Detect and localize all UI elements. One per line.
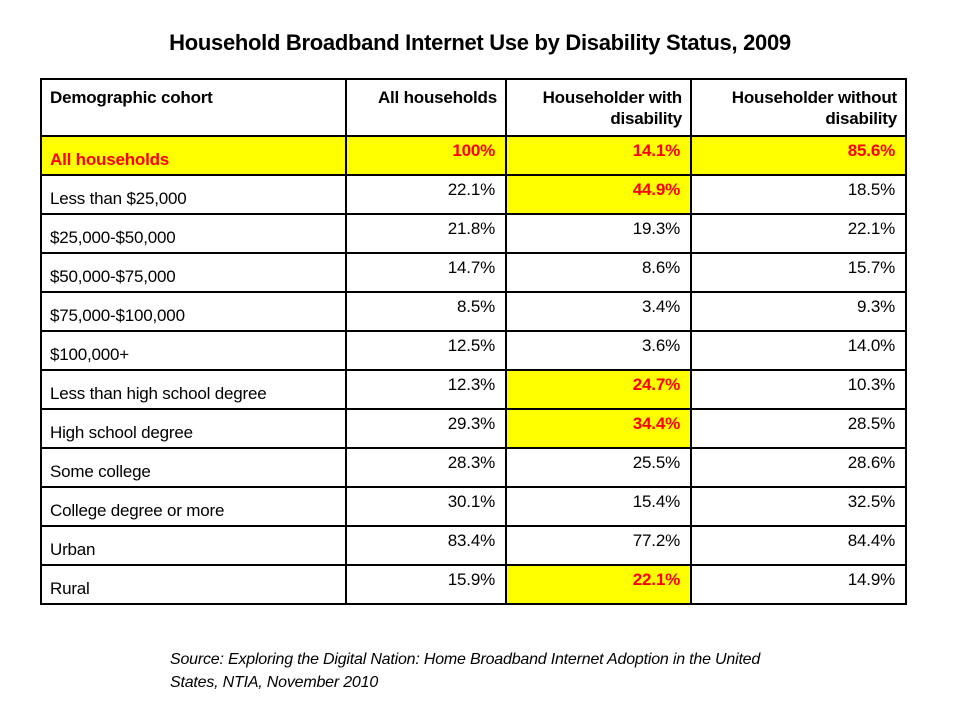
table-row — [41, 448, 906, 487]
value-cell: 34.4% — [506, 409, 691, 448]
table-row — [41, 214, 906, 253]
source-note: Source: Exploring the Digital Nation: Home Broadband Internet Adoption in the United States, NTIA, November 2010 — [170, 651, 761, 692]
value-cell: 10.3% — [691, 370, 906, 409]
value-cell: 29.3% — [346, 409, 506, 448]
table-row — [41, 409, 906, 448]
value-cell: 14.9% — [691, 565, 906, 604]
value-cell: 28.3% — [346, 448, 506, 487]
column-header-without-disability: Householder without disability — [691, 79, 906, 136]
row-label: Less than $25,000 — [41, 175, 346, 214]
value-cell: 22.1% — [346, 175, 506, 214]
table-row — [41, 331, 906, 370]
value-cell: 14.7% — [346, 253, 506, 292]
value-cell: 25.5% — [506, 448, 691, 487]
value-cell: 15.9% — [346, 565, 506, 604]
value-cell: 9.3% — [691, 292, 906, 331]
value-cell: 18.5% — [691, 175, 906, 214]
row-label: $75,000-$100,000 — [41, 292, 346, 331]
table-row — [41, 487, 906, 526]
value-cell: 22.1% — [506, 565, 691, 604]
table-body — [41, 136, 906, 604]
value-cell: 22.1% — [691, 214, 906, 253]
row-label: College degree or more — [41, 487, 346, 526]
page-title: Household Broadband Internet Use by Disability Status, 2009 — [169, 30, 791, 55]
value-cell: 8.6% — [506, 253, 691, 292]
value-cell: 19.3% — [506, 214, 691, 253]
row-label: Less than high school degree — [41, 370, 346, 409]
broadband-table — [40, 78, 907, 605]
row-label: $100,000+ — [41, 331, 346, 370]
table-row — [41, 253, 906, 292]
value-cell: 28.6% — [691, 448, 906, 487]
value-cell: 3.6% — [506, 331, 691, 370]
row-label: $50,000-$75,000 — [41, 253, 346, 292]
value-cell: 100% — [346, 136, 506, 175]
value-cell: 32.5% — [691, 487, 906, 526]
value-cell: 28.5% — [691, 409, 906, 448]
value-cell: 14.0% — [691, 331, 906, 370]
column-header-with-disability: Householder with disability — [506, 79, 691, 136]
header-row — [41, 79, 906, 136]
value-cell: 12.5% — [346, 331, 506, 370]
table-row — [41, 292, 906, 331]
value-cell: 77.2% — [506, 526, 691, 565]
value-cell: 14.1% — [506, 136, 691, 175]
value-cell: 15.7% — [691, 253, 906, 292]
table-row — [41, 526, 906, 565]
table-row — [41, 565, 906, 604]
value-cell: 24.7% — [506, 370, 691, 409]
column-header-all-households: All households — [346, 79, 506, 136]
row-label: Some college — [41, 448, 346, 487]
value-cell: 44.9% — [506, 175, 691, 214]
value-cell: 3.4% — [506, 292, 691, 331]
row-label: Urban — [41, 526, 346, 565]
row-label: All households — [41, 136, 346, 175]
value-cell: 21.8% — [346, 214, 506, 253]
value-cell: 8.5% — [346, 292, 506, 331]
value-cell: 30.1% — [346, 487, 506, 526]
value-cell: 83.4% — [346, 526, 506, 565]
row-label: $25,000-$50,000 — [41, 214, 346, 253]
table-row — [41, 175, 906, 214]
table-row — [41, 136, 906, 175]
value-cell: 84.4% — [691, 526, 906, 565]
value-cell: 85.6% — [691, 136, 906, 175]
row-label: High school degree — [41, 409, 346, 448]
row-label: Rural — [41, 565, 346, 604]
column-header-demographic-cohort: Demographic cohort — [41, 79, 346, 136]
table-row — [41, 370, 906, 409]
value-cell: 12.3% — [346, 370, 506, 409]
value-cell: 15.4% — [506, 487, 691, 526]
